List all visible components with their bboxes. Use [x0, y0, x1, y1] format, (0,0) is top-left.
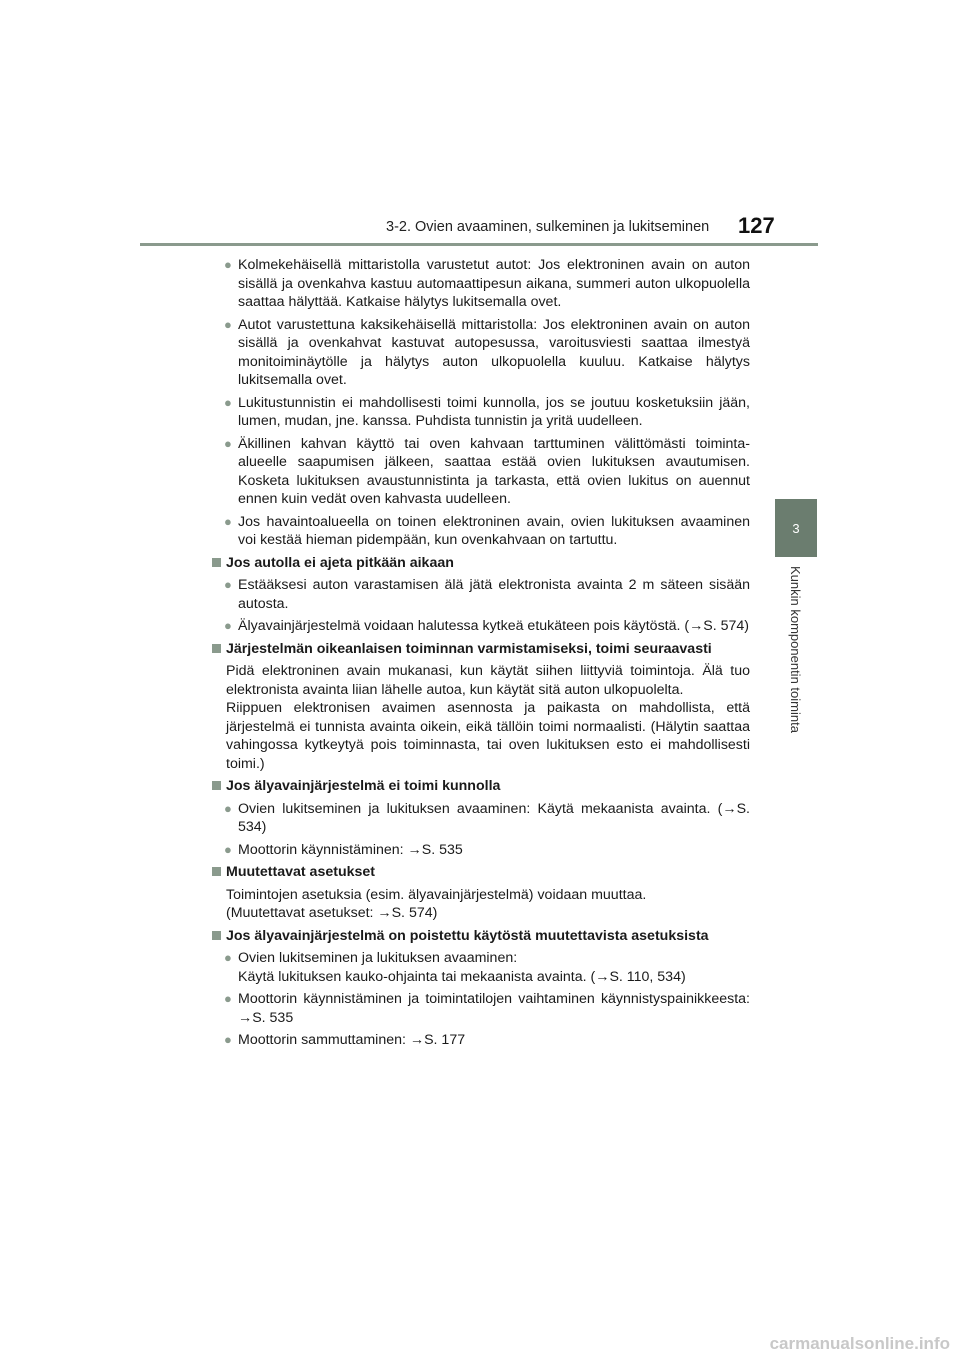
block-text: Moottorin käynnistäminen ja toimintatilojen vaihtaminen käynnistyspainikkeesta: →S. 535 — [238, 991, 750, 1026]
paragraph — [212, 886, 750, 905]
list-item — [212, 617, 750, 636]
block-text: Äkillinen kahvan käyttö tai oven kahvaan tarttuminen välittömästi toiminta-alueelle saapumisen jälkeen, saattaa estää ovien lukituksen avautumisen. Kosketa lukituksen avaustunnistinta ja tarkasta, että ovien lukitus on auennut ennen kuin vedät oven kahvasta uudelleen. — [238, 435, 750, 507]
page-content — [212, 256, 750, 1054]
bullet-icon: ● — [224, 394, 232, 410]
chapter-title: 3-2. Ovien avaaminen, sulkeminen ja lukitseminen — [386, 219, 710, 235]
paragraph — [212, 699, 750, 773]
bullet-icon: ● — [224, 950, 232, 965]
block-text: Jos autolla ei ajeta pitkään aikaan — [226, 554, 454, 571]
list-item — [212, 316, 750, 390]
list-item — [212, 949, 750, 986]
block-text: (Muutettavat asetukset: →S. 574) — [226, 905, 438, 921]
list-item — [212, 1031, 750, 1050]
section-heading — [212, 777, 750, 796]
bullet-icon: ● — [224, 991, 232, 1006]
square-bullet-icon — [212, 558, 221, 567]
list-item — [212, 256, 750, 312]
block-text: Jos älyavainjärjestelmä on poistettu käytöstä muutettavista asetuksista — [226, 927, 709, 944]
list-item — [212, 800, 750, 837]
bullet-icon: ● — [224, 435, 232, 451]
block-text: Pidä elektroninen avain mukanasi, kun käytät siihen liittyviä toimintoja. Älä tuo elektronista avainta liian lähelle autoa, kun käytät sitä auton ulkopuolelta. — [226, 663, 750, 698]
bullet-icon: ● — [224, 618, 232, 633]
block-text: Estääksesi auton varastamisen älä jätä elektronista avainta 2 m säteen sisään autosta. — [238, 577, 750, 612]
block-text: Jos älyavainjärjestelmä ei toimi kunnolla — [226, 778, 501, 794]
block-text: Riippuen elektronisen avaimen asennosta ja paikasta on mahdollista, että järjestelmä ei tunnista avainta oikein, eikä tällöin toimi normaalisti. (Hälytin saattaa vahingossa kytkeytyä pois toiminnasta, tai oven lukituksen esto ei mahdollisesti toimi.) — [226, 700, 750, 772]
header-divider — [140, 243, 818, 246]
paragraph — [212, 904, 750, 923]
square-bullet-icon — [212, 931, 221, 940]
block-text: Ovien lukitseminen ja lukituksen avaaminen: Käytä mekaanista avainta. (→S. 534) — [238, 800, 750, 835]
bullet-icon: ● — [224, 316, 232, 332]
chapter-tab — [775, 499, 817, 557]
bullet-icon: ● — [224, 577, 232, 592]
list-item — [212, 576, 750, 613]
square-bullet-icon — [212, 867, 221, 876]
list-item — [212, 841, 750, 860]
chapter-tab-label: Kunkin komponentin toiminta — [788, 566, 803, 733]
section-heading — [212, 640, 750, 659]
bullet-icon: ● — [224, 257, 232, 272]
block-text: Ovien lukitseminen ja lukituksen avaaminen: Käytä lukituksen kauko-ohjainta tai mekaanista avainta. (→S. 110, 534) — [238, 950, 686, 985]
bullet-icon: ● — [224, 841, 232, 857]
chapter-tab-number: 3 — [792, 520, 800, 536]
bullet-icon: ● — [224, 1032, 232, 1047]
section-heading — [212, 927, 750, 946]
list-item — [212, 435, 750, 509]
block-text: Autot varustettuna kaksikehäisellä mittaristolla: Jos elektroninen avain on auton sisällä ja ovenkahvat kastuvat autopesussa, varoitusviesti saattaa ilmestyä monitoiminäytölle ja hälytys auton ulkopuolella kuuluu. Katkaise hälytys lukitsemalla ovet. — [238, 316, 750, 388]
watermark: carmanualsonline.info — [769, 1334, 950, 1353]
block-text: Lukitustunnistin ei mahdollisesti toimi kunnolla, jos se joutuu kosketuksiin jään, lumen, mudan, jne. kanssa. Puhdista tunnistin ja yritä uudelleen. — [238, 394, 750, 429]
bullet-icon: ● — [224, 513, 232, 529]
square-bullet-icon — [212, 781, 221, 790]
square-bullet-icon — [212, 644, 221, 653]
block-text: Moottorin käynnistäminen: →S. 535 — [238, 841, 463, 858]
block-text: Älyavainjärjestelmä voidaan halutessa kytkeä etukäteen pois käytöstä. (→S. 574) — [238, 618, 750, 634]
list-item — [212, 513, 750, 550]
page-number: 127 — [738, 213, 775, 238]
list-item — [212, 394, 750, 431]
block-text: Jos havaintoalueella on toinen elektroninen avain, ovien lukituksen avaaminen voi kestää hieman pidempään, kun ovenkahvaan on tartuttu. — [238, 513, 750, 548]
list-item — [212, 990, 750, 1027]
paragraph — [212, 662, 750, 699]
section-heading — [212, 554, 750, 573]
block-text: Muutettavat asetukset — [226, 864, 376, 880]
bullet-icon: ● — [224, 800, 232, 816]
block-text: Järjestelmän oikeanlaisen toiminnan varmistamiseksi, toimi seuraavasti — [226, 640, 712, 657]
block-text: Toimintojen asetuksia (esim. älyavainjärjestelmä) voidaan muuttaa. — [226, 886, 647, 903]
section-heading — [212, 863, 750, 882]
block-text: Moottorin sammuttaminen: →S. 177 — [238, 1032, 466, 1048]
block-text: Kolmekehäisellä mittaristolla varustetut autot: Jos elektroninen avain on auton sisällä ja ovenkahva kastuu automaattipesun aikana, summeri auton ulkopuolella saattaa hälyttää. Katkaise hälytys lukitsemalla ovet. — [238, 257, 750, 310]
